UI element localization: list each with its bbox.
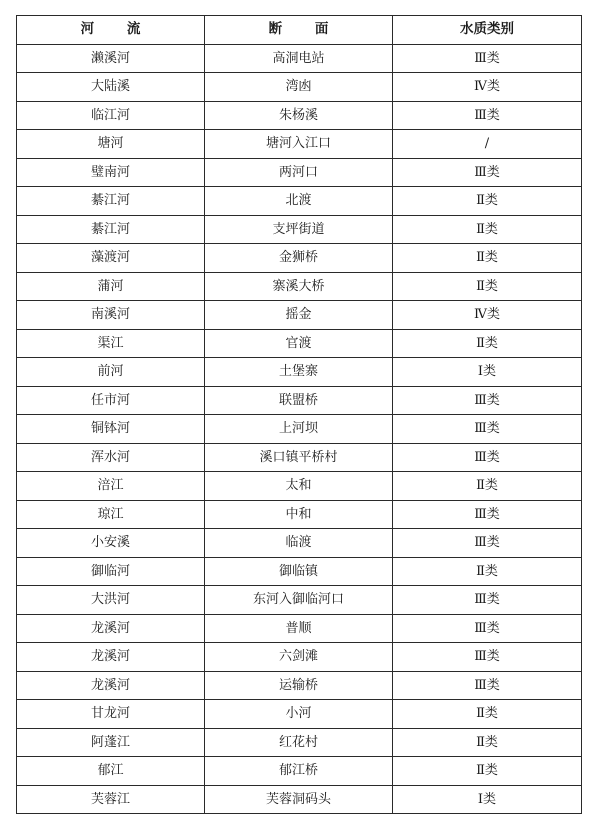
- section-cell: 六剑滩: [205, 643, 393, 672]
- river-cell: 琼江: [17, 500, 205, 529]
- table-row: [17, 415, 582, 444]
- river-cell: 南溪河: [17, 301, 205, 330]
- river-cell: 浑水河: [17, 443, 205, 472]
- section-cell: 临渡: [205, 529, 393, 558]
- section-cell: 湾凼: [205, 73, 393, 102]
- section-cell: 两河口: [205, 158, 393, 187]
- header-section: 断 面: [205, 16, 393, 45]
- quality-cell: Ⅲ类: [393, 158, 582, 187]
- river-cell: 藻渡河: [17, 244, 205, 273]
- river-cell: 甘龙河: [17, 700, 205, 729]
- section-cell: 东河入御临河口: [205, 586, 393, 615]
- river-cell: 前河: [17, 358, 205, 387]
- section-cell: 高洞电站: [205, 44, 393, 73]
- river-cell: 大洪河: [17, 586, 205, 615]
- table-row: [17, 301, 582, 330]
- water-quality-table: [16, 15, 582, 814]
- river-cell: 大陆溪: [17, 73, 205, 102]
- river-cell: 涪江: [17, 472, 205, 501]
- table-row: [17, 272, 582, 301]
- section-cell: 郁江桥: [205, 757, 393, 786]
- table-row: [17, 557, 582, 586]
- quality-cell: Ⅱ类: [393, 215, 582, 244]
- table-row: [17, 73, 582, 102]
- quality-cell: Ⅰ类: [393, 785, 582, 814]
- table-row: [17, 529, 582, 558]
- river-cell: 龙溪河: [17, 614, 205, 643]
- table-row: [17, 671, 582, 700]
- section-cell: 塘河入江口: [205, 130, 393, 159]
- table-row: [17, 472, 582, 501]
- quality-cell: Ⅲ类: [393, 671, 582, 700]
- river-cell: 綦江河: [17, 215, 205, 244]
- table-row: [17, 101, 582, 130]
- section-cell: 红花村: [205, 728, 393, 757]
- table-row: [17, 500, 582, 529]
- quality-cell: Ⅲ类: [393, 586, 582, 615]
- quality-cell: Ⅲ类: [393, 529, 582, 558]
- quality-cell: Ⅰ类: [393, 358, 582, 387]
- section-cell: 北渡: [205, 187, 393, 216]
- header-river: 河 流: [17, 16, 205, 45]
- river-cell: 龙溪河: [17, 671, 205, 700]
- section-cell: 太和: [205, 472, 393, 501]
- table-row: [17, 586, 582, 615]
- river-cell: 小安溪: [17, 529, 205, 558]
- section-cell: 溪口镇平桥村: [205, 443, 393, 472]
- quality-cell: Ⅱ类: [393, 472, 582, 501]
- table-row: [17, 244, 582, 273]
- quality-cell: Ⅱ类: [393, 329, 582, 358]
- table-row: [17, 130, 582, 159]
- river-cell: 塘河: [17, 130, 205, 159]
- section-cell: 运输桥: [205, 671, 393, 700]
- table-row: [17, 358, 582, 387]
- river-cell: 芙蓉江: [17, 785, 205, 814]
- quality-cell: Ⅲ类: [393, 415, 582, 444]
- quality-cell: Ⅱ类: [393, 272, 582, 301]
- table-row: [17, 158, 582, 187]
- quality-cell: Ⅳ类: [393, 301, 582, 330]
- table-row: [17, 386, 582, 415]
- river-cell: 龙溪河: [17, 643, 205, 672]
- section-cell: 芙蓉洞码头: [205, 785, 393, 814]
- river-cell: 濑溪河: [17, 44, 205, 73]
- table-row: [17, 329, 582, 358]
- section-cell: 支坪街道: [205, 215, 393, 244]
- table-row: [17, 443, 582, 472]
- river-cell: 郁江: [17, 757, 205, 786]
- quality-cell: /: [393, 130, 582, 159]
- quality-cell: Ⅱ类: [393, 728, 582, 757]
- river-cell: 渠江: [17, 329, 205, 358]
- section-cell: 摇金: [205, 301, 393, 330]
- quality-cell: Ⅱ类: [393, 700, 582, 729]
- section-cell: 土堡寨: [205, 358, 393, 387]
- river-cell: 蒲河: [17, 272, 205, 301]
- river-cell: 阿蓬江: [17, 728, 205, 757]
- table-row: [17, 643, 582, 672]
- table-row: [17, 728, 582, 757]
- river-cell: 御临河: [17, 557, 205, 586]
- river-cell: 任市河: [17, 386, 205, 415]
- section-cell: 御临镇: [205, 557, 393, 586]
- quality-cell: Ⅲ类: [393, 500, 582, 529]
- section-cell: 上河坝: [205, 415, 393, 444]
- table-row: [17, 215, 582, 244]
- table-body: [17, 44, 582, 814]
- river-cell: 临江河: [17, 101, 205, 130]
- section-cell: 金狮桥: [205, 244, 393, 273]
- section-cell: 普顺: [205, 614, 393, 643]
- quality-cell: Ⅳ类: [393, 73, 582, 102]
- quality-cell: Ⅱ类: [393, 557, 582, 586]
- quality-cell: Ⅲ类: [393, 386, 582, 415]
- header-quality: 水质类别: [393, 16, 582, 45]
- river-cell: 铜钵河: [17, 415, 205, 444]
- quality-cell: Ⅱ类: [393, 244, 582, 273]
- header-row: [17, 16, 582, 45]
- table-row: [17, 614, 582, 643]
- table-row: [17, 757, 582, 786]
- table-row: [17, 785, 582, 814]
- quality-cell: Ⅱ类: [393, 187, 582, 216]
- section-cell: 联盟桥: [205, 386, 393, 415]
- quality-cell: Ⅲ类: [393, 643, 582, 672]
- section-cell: 朱杨溪: [205, 101, 393, 130]
- table-header: [17, 16, 582, 45]
- river-cell: 璧南河: [17, 158, 205, 187]
- quality-cell: Ⅱ类: [393, 757, 582, 786]
- section-cell: 小河: [205, 700, 393, 729]
- table-row: [17, 44, 582, 73]
- quality-cell: Ⅲ类: [393, 101, 582, 130]
- table-row: [17, 187, 582, 216]
- quality-cell: Ⅲ类: [393, 614, 582, 643]
- section-cell: 官渡: [205, 329, 393, 358]
- section-cell: 寨溪大桥: [205, 272, 393, 301]
- quality-cell: Ⅲ类: [393, 44, 582, 73]
- section-cell: 中和: [205, 500, 393, 529]
- quality-cell: Ⅲ类: [393, 443, 582, 472]
- river-cell: 綦江河: [17, 187, 205, 216]
- table-row: [17, 700, 582, 729]
